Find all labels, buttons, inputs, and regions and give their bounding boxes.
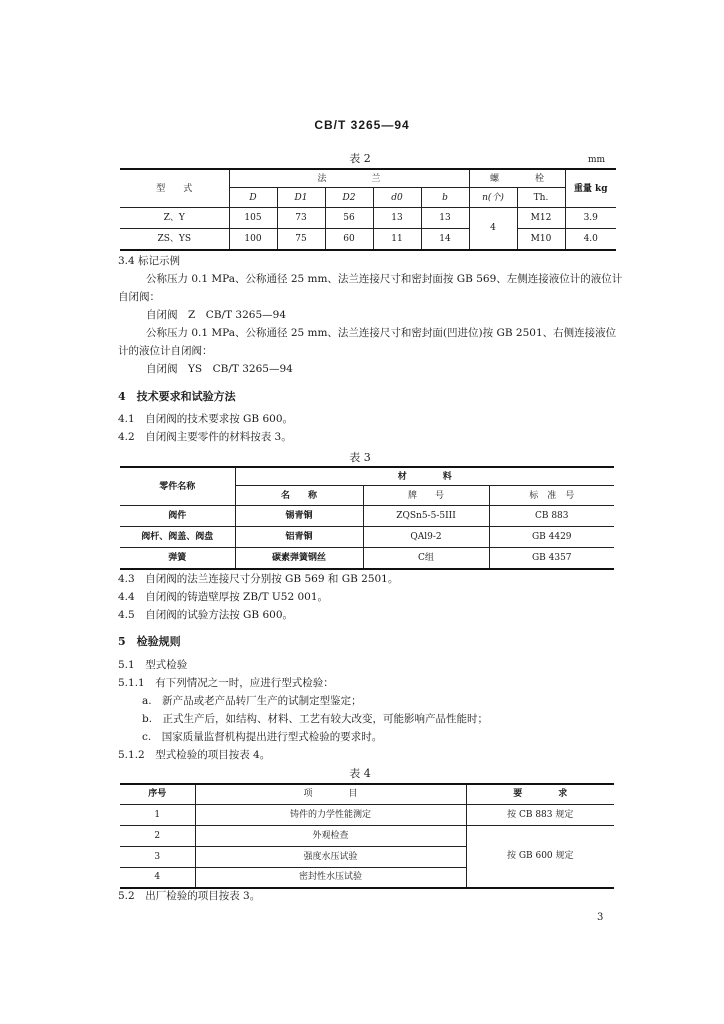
cell: 4.0 [565,229,616,250]
cell: 强度水压试验 [195,846,466,867]
s5-51: 5.1 型式检验 [118,659,188,671]
cell: 75 [277,229,325,250]
cell: 13 [373,208,421,229]
cell: 按 CB 883 规定 [466,804,614,825]
s5-512: 5.1.2 型式检验的项目按表 4。 [118,749,271,761]
cell: GB 4429 [489,527,614,548]
cell: 56 [325,208,373,229]
s5-c: c. 国家质量监督机构提出进行型式检验的要求时。 [142,731,383,743]
cell: 3.9 [565,208,616,229]
cell: 阀件 [120,506,235,527]
cell: 2 [120,825,195,846]
group-material: 材 料 [235,467,614,486]
cell: 密封性水压试验 [195,867,466,888]
col-req: 要 求 [466,784,614,804]
cell: 铝青铜 [235,527,363,548]
sub-name: 名 称 [235,486,363,506]
s4-43: 4.3 自闭阀的法兰连接尺寸分别按 GB 569 和 GB 2501。 [118,573,399,585]
col-no: 序号 [120,784,195,804]
s34-title: 3.4 标记示例 [118,255,181,267]
sub-grade: 牌 号 [363,486,489,506]
s34-ex2: 自闭阀 YS CB/T 3265—94 [146,363,293,375]
s4-41: 4.1 自闭阀的技术要求按 GB 600。 [118,413,294,425]
s5-title: 5 检验规则 [118,635,181,648]
s34-p2b: 计的液位计自闭阀： [118,345,213,357]
group-bolt: 螺 栓 [469,169,565,188]
cell: 14 [421,229,469,250]
col-part: 零件名称 [120,467,235,506]
cell-n: 4 [469,208,517,250]
cell: 105 [229,208,277,229]
cell: 11 [373,229,421,250]
cell-req-merged: 按 GB 600 规定 [466,825,614,888]
cell: GB 4357 [489,548,614,569]
cell: 73 [277,208,325,229]
s34-p2a: 公称压力 0.1 MPa、公称通径 25 mm、法兰连接尺寸和密封面(凹进位)按 GB 2501、右侧连接液位 [146,327,617,339]
cell: 阀杆、阀盖、阀盘 [120,527,235,548]
cell: 13 [421,208,469,229]
s34-ex1: 自闭阀 Z CB/T 3265—94 [146,309,287,321]
cell: 铸件的力学性能测定 [195,804,466,825]
cell: 100 [229,229,277,250]
s34-p1b: 自闭阀： [118,291,160,303]
s4-45: 4.5 自闭阀的试验方法按 GB 600。 [118,609,294,621]
cell: CB 883 [489,506,614,527]
cell: ZQSn5-5-5III [363,506,489,527]
table4 [120,783,614,889]
table2 [120,168,616,251]
sub-b: b [421,188,469,208]
s5-b: b. 正式生产后，如结构、材料、工艺有较大改变，可能影响产品性能时； [142,713,489,725]
cell: 外观检查 [195,825,466,846]
table2-caption: 表 2 [349,152,371,165]
cell: QAl9-2 [363,527,489,548]
sub-n: n(个) [469,188,517,208]
col-item: 项 目 [195,784,466,804]
s4-44: 4.4 自闭阀的铸造壁厚按 ZB/T U52 001。 [118,591,329,603]
cell: M10 [517,229,565,250]
sub-d0: d0 [373,188,421,208]
table3-caption: 表 3 [349,451,371,464]
group-flange: 法 兰 [229,169,469,188]
s34-p1a: 公称压力 0.1 MPa、公称通径 25 mm、法兰连接尺寸和密封面按 GB 569、左侧连接液位计的液位计 [146,273,623,285]
cell: 1 [120,804,195,825]
col-weight: 重量 kg [565,169,616,208]
cell: Z、Y [120,208,229,229]
page-number: 3 [597,912,604,923]
page-header: CB/T 3265—94 [314,118,410,132]
cell: 3 [120,846,195,867]
col-type: 型 式 [120,169,229,208]
cell: 锡青铜 [235,506,363,527]
cell: ZS、YS [120,229,229,250]
table3 [120,466,614,570]
table2-unit: mm [588,155,606,165]
table4-caption: 表 4 [349,767,371,780]
sub-D2: D2 [325,188,373,208]
sub-D: D [229,188,277,208]
cell: M12 [517,208,565,229]
sub-D1: D1 [277,188,325,208]
s5-52: 5.2 出厂检验的项目按表 3。 [118,890,261,902]
s5-a: a. 新产品或老产品转厂生产的试制定型鉴定； [142,695,362,707]
s4-title: 4 技术要求和试验方法 [118,390,236,403]
cell: 4 [120,867,195,888]
sub-th: Th. [517,188,565,208]
cell: 弹簧 [120,548,235,569]
cell: 60 [325,229,373,250]
s5-511: 5.1.1 有下列情况之一时，应进行型式检验： [118,677,334,689]
cell: 碳素弹簧钢丝 [235,548,363,569]
sub-std: 标 准 号 [489,486,614,506]
cell: C组 [363,548,489,569]
s4-42: 4.2 自闭阀主要零件的材料按表 3。 [118,431,292,443]
